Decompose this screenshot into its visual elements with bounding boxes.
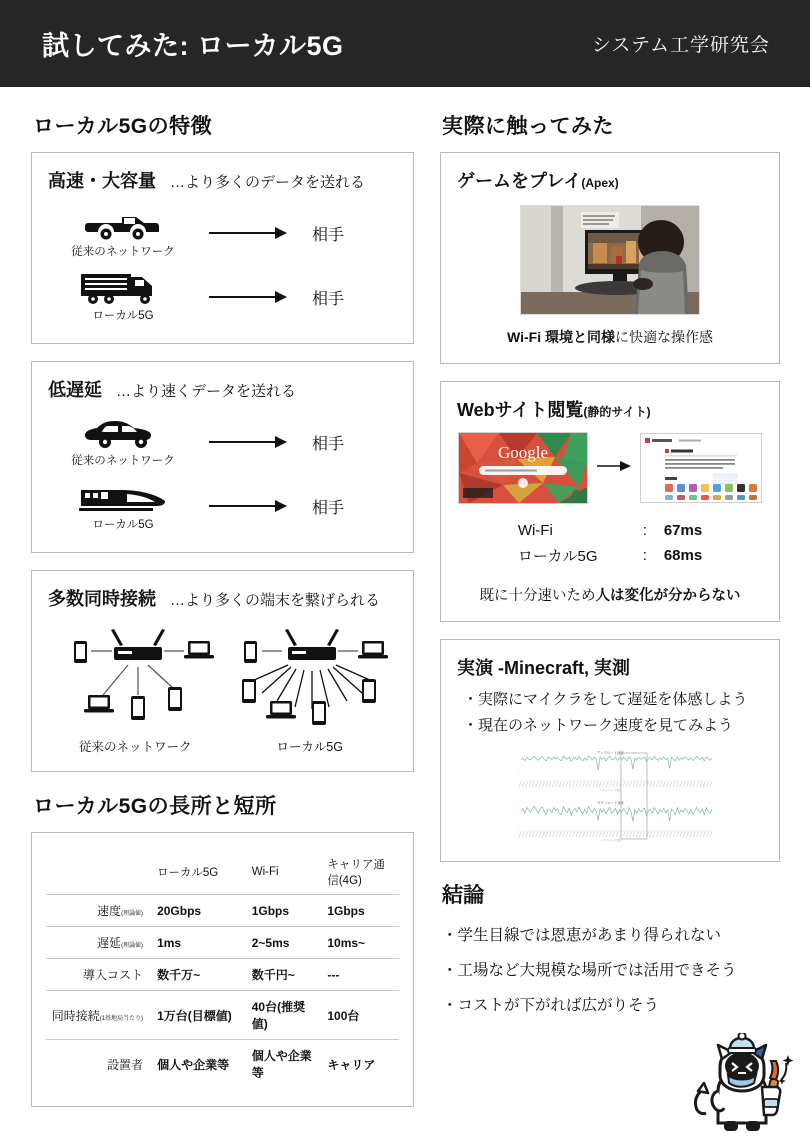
svg-text:—: — — [516, 824, 519, 826]
card-title-row — [48, 376, 397, 402]
table-row — [46, 927, 399, 959]
vehicle-label: ローカル5G — [92, 519, 154, 531]
svg-text:—: — — [516, 762, 519, 764]
cell-wifi: 個人や企業等 — [251, 1049, 312, 1080]
conclusion-bullet: ・工場など大規模な場所では活用できそう — [442, 962, 737, 979]
svg-text:—: — — [516, 780, 519, 782]
conclusion-bullet: ・学生目線では恩恵があまり得られない — [442, 927, 722, 944]
card-title: 高速・大容量 — [48, 171, 156, 191]
flow-arrow-icon — [198, 498, 298, 514]
comparison-table-card — [31, 832, 414, 1107]
row-label: 同時接続(1基地局当たり) — [51, 1008, 144, 1023]
target-label: 相手 — [312, 499, 345, 517]
row-label: 設置者 — [107, 1057, 144, 1072]
laptop-icon — [358, 641, 388, 659]
transfer-diagram — [48, 416, 397, 532]
game-caption-light: に快適な操作感 — [614, 329, 713, 345]
web-note — [457, 584, 763, 605]
cell-local5g: 個人や企業等 — [157, 1057, 230, 1072]
network-caption: ローカル5G — [276, 740, 343, 754]
col-header-wifi: Wi-Fi — [251, 866, 279, 878]
latency-colon: : — [642, 547, 647, 564]
shinkansen-icon — [77, 480, 169, 514]
web-note-bold: 人は変化が分からない — [595, 588, 741, 604]
japanese-site-thumbnail — [640, 433, 762, 503]
card-title: ゲームをプレイ — [457, 171, 582, 191]
network-local5g — [223, 621, 398, 755]
table-row — [46, 895, 399, 927]
web-note-pre: 既に十分速いため — [479, 588, 596, 604]
laptop-icon — [266, 701, 296, 719]
cell-local5g: 1ms — [157, 935, 182, 950]
section-heading-experience: 実際に触ってみた — [442, 115, 614, 138]
game-play-photo — [520, 205, 700, 315]
row-label: 速度(理論値) — [97, 904, 144, 918]
page-header — [0, 0, 810, 87]
card-low-latency — [31, 361, 414, 553]
laptop-icon — [84, 695, 114, 713]
car-icon — [83, 416, 163, 450]
card-demo-minecraft — [440, 639, 780, 862]
network-diagram — [48, 621, 397, 755]
card-subtitle: …より多くのデータを送れる — [170, 174, 366, 191]
card-game-play — [440, 152, 780, 364]
transfer-diagram — [48, 207, 397, 323]
card-title: Webサイト閲覧 — [457, 400, 584, 420]
demo-bullet: ・現在のネットワーク速度を見てみよう — [463, 717, 734, 734]
section-heading-comparison: ローカル5Gの長所と短所 — [33, 795, 277, 818]
svg-text:アップロード速度: アップロード速度 — [596, 751, 624, 755]
table-row — [46, 959, 399, 991]
vehicle-label: 従来のネットワーク — [71, 455, 175, 467]
svg-text:—: — — [516, 818, 519, 820]
card-title-paren: (静的サイト) — [583, 405, 651, 419]
right-column — [440, 110, 780, 1028]
svg-text:— ダウンロード速度: — ダウンロード速度 — [598, 839, 622, 842]
box-truck-icon — [79, 271, 167, 305]
latency-value: 68ms — [663, 547, 703, 564]
legacy-network-icon — [48, 621, 223, 733]
card-high-speed — [31, 152, 414, 344]
cell-wifi: 2~5ms — [251, 935, 290, 950]
table-body — [46, 895, 399, 1089]
cell-carrier: --- — [327, 967, 340, 982]
demo-bullet: ・実際にマイクラをして遅延を体感しよう — [463, 691, 748, 708]
web-thumbnails-row — [457, 432, 763, 504]
cat-mascot-illustration — [682, 1033, 802, 1143]
organization-name: システム工学研究会 — [591, 35, 770, 56]
cell-wifi: 数千円~ — [251, 968, 295, 982]
cell-local5g: 1万台(目標値) — [157, 1008, 232, 1023]
cell-carrier: 1Gbps — [327, 903, 365, 918]
svg-text:—: — — [516, 774, 519, 776]
transfer-row — [48, 480, 397, 532]
laptop-icon — [184, 641, 214, 659]
vehicle-block — [48, 207, 198, 259]
cell-local5g: 数千万~ — [157, 968, 201, 982]
conclusion-bullets — [440, 923, 780, 1015]
col-header-local5g: ローカル5G — [157, 867, 219, 879]
vehicle-block — [48, 416, 198, 468]
section-heading-features: ローカル5Gの特徴 — [33, 115, 213, 138]
conclusion-bullet: ・コストが下がれば広がりそう — [442, 997, 660, 1014]
game-caption-bold: Wi-Fi 環境と同様 — [507, 329, 615, 345]
target-label: 相手 — [312, 226, 345, 244]
local5g-network-icon — [222, 621, 397, 733]
latency-colon: : — [642, 522, 647, 539]
latency-row — [518, 520, 702, 541]
svg-text:—: — — [516, 812, 519, 814]
col-header-blank — [46, 849, 153, 895]
phone-icon — [312, 701, 326, 725]
transfer-row — [48, 416, 397, 468]
cell-wifi: 1Gbps — [251, 903, 290, 918]
latency-results-table — [516, 518, 704, 570]
svg-text:— アップロード速度: — アップロード速度 — [598, 789, 622, 792]
target-label: 相手 — [312, 435, 345, 453]
demo-bullets — [457, 688, 763, 735]
table-head — [46, 849, 399, 895]
flow-arrow-icon — [198, 289, 298, 305]
google-homepage-thumbnail — [458, 432, 588, 504]
flow-arrow-icon — [198, 225, 298, 241]
card-title: 低遅延 — [48, 380, 102, 400]
phone-icon — [362, 679, 376, 703]
phone-icon — [74, 641, 87, 663]
game-caption — [457, 327, 763, 347]
col-header-carrier: キャリア通信(4G) — [327, 859, 385, 887]
phone-icon — [131, 696, 145, 720]
latency-label: Wi-Fi — [517, 522, 553, 539]
card-title: 多数同時接続 — [48, 589, 156, 609]
cell-local5g: 20Gbps — [157, 903, 202, 918]
vehicle-block — [48, 271, 198, 323]
vehicle-label: 従来のネットワーク — [71, 246, 175, 258]
speed-measurement-chart — [503, 745, 718, 845]
card-title-row — [48, 167, 397, 193]
vehicle-block — [48, 480, 198, 532]
svg-text:—: — — [516, 756, 519, 758]
web-flow-arrow-icon — [596, 459, 632, 478]
transfer-row — [48, 207, 397, 259]
network-caption: 従来のネットワーク — [78, 740, 192, 754]
transfer-row — [48, 271, 397, 323]
page-title: 試してみた: ローカル5G — [42, 31, 344, 61]
latency-row — [518, 543, 702, 568]
phone-icon — [242, 679, 256, 703]
card-title-row — [48, 585, 397, 611]
network-legacy — [48, 621, 223, 755]
latency-label: ローカル5G — [517, 548, 598, 565]
row-label: 導入コスト — [83, 968, 144, 982]
svg-text:Google: Google — [497, 443, 549, 462]
table-row — [46, 991, 399, 1040]
svg-text:—: — — [516, 830, 519, 832]
card-multi-connection — [31, 570, 414, 772]
section-heading-conclusion: 結論 — [442, 884, 484, 907]
cell-carrier: 100台 — [327, 1008, 360, 1023]
card-subtitle: …より多くの端末を繋げられる — [170, 592, 381, 609]
phone-icon — [244, 641, 257, 663]
card-title-row — [457, 396, 763, 422]
table-header-row — [46, 849, 399, 895]
svg-text:—: — — [516, 806, 519, 808]
cell-carrier: キャリア — [327, 1057, 376, 1072]
comparison-table — [46, 849, 399, 1088]
flow-arrow-icon — [198, 434, 298, 450]
vehicle-label: ローカル5G — [92, 310, 154, 322]
cell-carrier: 10ms~ — [327, 935, 366, 950]
phone-icon — [168, 687, 182, 711]
svg-text:—: — — [516, 768, 519, 770]
card-title-paren: (Apex) — [581, 176, 619, 190]
row-label: 遅延(理論値) — [97, 936, 144, 950]
left-column — [31, 110, 414, 1107]
target-label: 相手 — [312, 290, 345, 308]
latency-value: 67ms — [663, 522, 703, 539]
card-title-row — [457, 167, 763, 193]
cell-wifi: 40台(推奨値) — [251, 1000, 306, 1031]
card-subtitle: …より速くデータを送れる — [116, 383, 297, 400]
card-web-browsing — [440, 381, 780, 622]
svg-text:ダウンロード速度: ダウンロード速度 — [596, 801, 624, 805]
card-title: 実演 -Minecraft, 実測 — [457, 658, 631, 678]
table-row — [46, 1040, 399, 1089]
pickup-truck-icon — [84, 207, 162, 241]
